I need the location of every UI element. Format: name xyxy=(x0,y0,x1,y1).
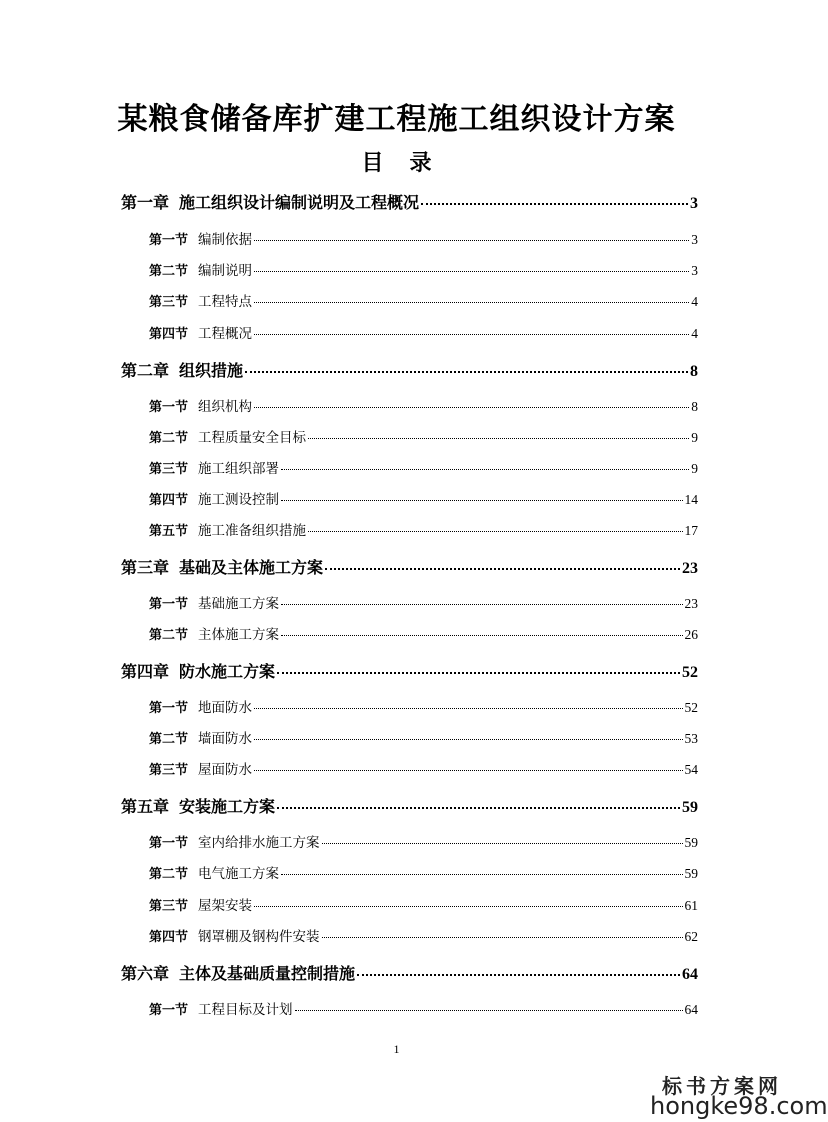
toc-entry-number: 第三节 xyxy=(149,295,189,310)
toc-entry-number: 第四节 xyxy=(149,493,189,508)
toc-entry-title: 基础及主体施工方案 xyxy=(179,558,324,577)
toc-entry-number: 第三节 xyxy=(149,899,189,914)
toc-dot-leader xyxy=(281,874,682,875)
toc-entry-page: 3 xyxy=(691,263,698,278)
toc-dot-leader xyxy=(421,203,688,205)
toc-dot-leader xyxy=(254,334,689,335)
toc-section-entry[interactable] xyxy=(149,592,698,612)
toc-entry-title: 主体施工方案 xyxy=(198,627,280,643)
toc-entry-page: 53 xyxy=(684,731,698,746)
toc-dot-leader xyxy=(254,271,689,272)
toc-section-entry[interactable] xyxy=(149,228,698,248)
toc-heading-char-2: 录 xyxy=(409,151,432,176)
toc-entry-title: 组织措施 xyxy=(179,361,244,380)
toc-entry-page: 26 xyxy=(684,627,698,642)
toc-dot-leader xyxy=(245,371,688,373)
toc-entry-title: 编制说明 xyxy=(198,263,253,279)
toc-entry-page: 59 xyxy=(684,866,698,881)
toc-entry-title: 钢罩棚及钢构件安装 xyxy=(198,929,320,945)
toc-chapter-entry[interactable] xyxy=(121,659,698,682)
toc-entry-number: 第一章 xyxy=(121,193,170,212)
toc-entry-number: 第一节 xyxy=(149,701,189,716)
toc-entry-page: 62 xyxy=(684,929,698,944)
toc-dot-leader xyxy=(254,708,682,709)
toc-dot-leader xyxy=(357,974,680,976)
toc-entry-number: 第五节 xyxy=(149,524,189,539)
toc-entry-page: 52 xyxy=(684,700,698,715)
toc-entry-title: 施工组织部署 xyxy=(198,461,280,477)
toc-entry-number: 第四节 xyxy=(149,930,189,945)
toc-section-entry[interactable] xyxy=(149,758,698,778)
toc-entry-number: 第二节 xyxy=(149,732,189,747)
toc-entry-title: 工程目标及计划 xyxy=(198,1002,293,1018)
toc-entry-number: 第一节 xyxy=(149,836,189,851)
toc-entry-title: 编制依据 xyxy=(198,232,253,248)
toc-entry-page: 4 xyxy=(691,326,698,341)
toc-entry-title: 工程特点 xyxy=(198,294,253,310)
toc-section-entry[interactable] xyxy=(149,259,698,279)
toc-entry-number: 第二节 xyxy=(149,431,189,446)
toc-dot-leader xyxy=(277,807,680,809)
toc-dot-leader xyxy=(281,500,682,501)
toc-entry-number: 第六章 xyxy=(121,964,170,983)
toc-entry-number: 第二节 xyxy=(149,264,189,279)
toc-chapter-entry[interactable] xyxy=(121,358,698,381)
toc-entry-page: 4 xyxy=(691,294,698,309)
toc-entry-title: 屋面防水 xyxy=(198,762,253,778)
toc-entry-page: 8 xyxy=(691,399,698,414)
toc-entry-number: 第五章 xyxy=(121,797,170,816)
toc-entry-page: 23 xyxy=(682,560,698,577)
toc-dot-leader xyxy=(254,302,689,303)
toc-entry-number: 第二节 xyxy=(149,867,189,882)
toc-entry-page: 3 xyxy=(691,232,698,247)
toc-section-entry[interactable] xyxy=(149,894,698,914)
toc-entry-title: 施工准备组织措施 xyxy=(198,523,307,539)
toc-dot-leader xyxy=(322,937,683,938)
toc-entry-title: 屋架安装 xyxy=(198,898,253,914)
toc-entry-number: 第三章 xyxy=(121,558,170,577)
toc-dot-leader xyxy=(254,739,682,740)
toc-section-entry[interactable] xyxy=(149,727,698,747)
toc-chapter-entry[interactable] xyxy=(121,555,698,578)
toc-entry-number: 第三节 xyxy=(149,462,189,477)
toc-section-entry[interactable] xyxy=(149,395,698,415)
toc-section-entry[interactable] xyxy=(149,623,698,643)
toc-section-entry[interactable] xyxy=(149,322,698,342)
toc-dot-leader xyxy=(308,531,682,532)
toc-entry-title: 地面防水 xyxy=(198,700,253,716)
toc-entry-page: 59 xyxy=(682,799,698,816)
toc-dot-leader xyxy=(325,568,680,570)
toc-section-entry[interactable] xyxy=(149,519,698,539)
toc-entry-number: 第四节 xyxy=(149,327,189,342)
toc-entry-page: 17 xyxy=(684,523,698,538)
toc-entry-page: 59 xyxy=(684,835,698,850)
document-title: 某粮食储备库扩建工程施工组织设计方案 xyxy=(117,102,676,137)
toc-entry-number: 第三节 xyxy=(149,763,189,778)
toc-entry-page: 9 xyxy=(691,430,698,445)
toc-section-entry[interactable] xyxy=(149,426,698,446)
toc-entry-title: 工程概况 xyxy=(198,326,253,342)
toc-entry-page: 8 xyxy=(690,363,698,380)
toc-dot-leader xyxy=(281,604,682,605)
toc-dot-leader xyxy=(254,407,689,408)
toc-entry-number: 第一节 xyxy=(149,1003,189,1018)
toc-entry-page: 64 xyxy=(682,966,698,983)
toc-section-entry[interactable] xyxy=(149,925,698,945)
toc-dot-leader xyxy=(254,240,689,241)
toc-entry-title: 组织机构 xyxy=(198,399,253,415)
toc-dot-leader xyxy=(322,843,683,844)
toc-entry-title: 墙面防水 xyxy=(198,731,253,747)
toc-chapter-entry[interactable] xyxy=(121,794,698,817)
toc-dot-leader xyxy=(295,1010,683,1011)
toc-entry-title: 主体及基础质量控制措施 xyxy=(179,964,356,983)
toc-section-entry[interactable] xyxy=(149,862,698,882)
toc-heading-char-1: 目 xyxy=(361,151,384,176)
watermark-url: hongke98.com xyxy=(650,1092,828,1120)
toc-chapter-entry[interactable] xyxy=(121,961,698,984)
toc-entry-title: 室内给排水施工方案 xyxy=(198,835,320,851)
toc-section-entry[interactable] xyxy=(149,831,698,851)
toc-chapter-entry[interactable] xyxy=(121,190,698,213)
toc-dot-leader xyxy=(281,635,682,636)
toc-entry-title: 安装施工方案 xyxy=(179,797,276,816)
toc-entry-number: 第一节 xyxy=(149,233,189,248)
watermark-cn: 标书方案网 xyxy=(662,1074,782,1098)
toc-entry-page: 3 xyxy=(690,195,698,212)
toc-section-entry[interactable] xyxy=(149,488,698,508)
toc-section-entry[interactable] xyxy=(149,457,698,477)
toc-entry-title: 施工组织设计编制说明及工程概况 xyxy=(179,193,420,212)
toc-entry-page: 64 xyxy=(684,1002,698,1017)
toc-dot-leader xyxy=(281,469,689,470)
toc-dot-leader xyxy=(277,672,680,674)
toc-entry-page: 52 xyxy=(682,664,698,681)
page-number: 1 xyxy=(393,1042,400,1056)
toc-entry-title: 电气施工方案 xyxy=(198,866,280,882)
toc-section-entry[interactable] xyxy=(149,998,698,1018)
toc-entry-page: 54 xyxy=(684,762,698,777)
toc-entry-page: 9 xyxy=(691,461,698,476)
toc-entry-number: 第一节 xyxy=(149,400,189,415)
toc-entry-number: 第二节 xyxy=(149,628,189,643)
toc-dot-leader xyxy=(254,906,682,907)
toc-entry-page: 14 xyxy=(684,492,698,507)
toc-section-entry[interactable] xyxy=(149,696,698,716)
toc-entry-page: 61 xyxy=(684,898,698,913)
toc-entry-title: 施工测设控制 xyxy=(198,492,280,508)
toc-dot-leader xyxy=(254,770,682,771)
toc-entry-title: 工程质量安全目标 xyxy=(198,430,307,446)
toc-entry-number: 第一节 xyxy=(149,597,189,612)
toc-entry-title: 防水施工方案 xyxy=(179,662,276,681)
toc-dot-leader xyxy=(308,438,689,439)
toc-entry-number: 第二章 xyxy=(121,361,170,380)
toc-entry-title: 基础施工方案 xyxy=(198,596,280,612)
toc-entry-number: 第四章 xyxy=(121,662,170,681)
toc-entry-page: 23 xyxy=(684,596,698,611)
toc-section-entry[interactable] xyxy=(149,290,698,310)
